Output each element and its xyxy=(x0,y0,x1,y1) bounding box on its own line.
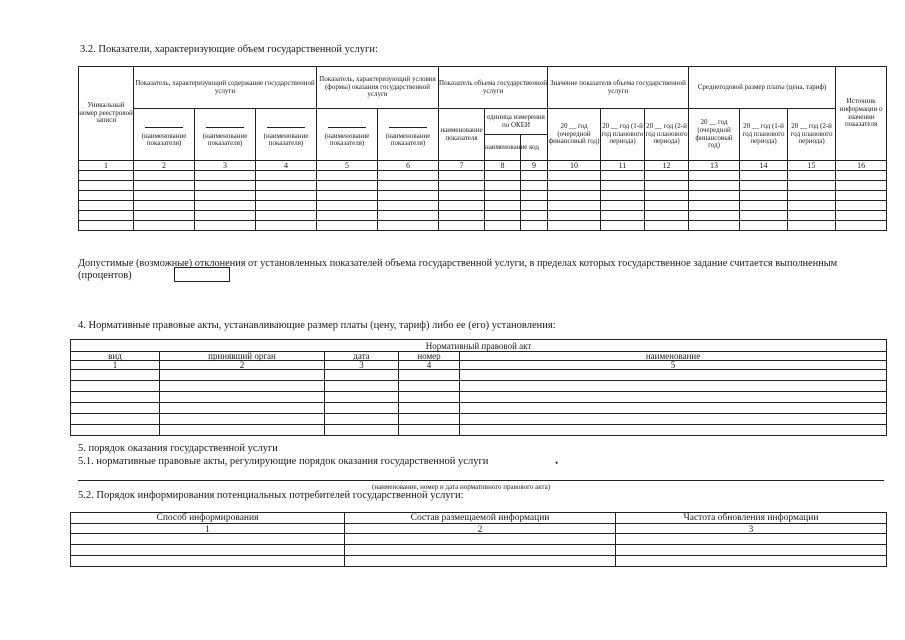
col-num: 5 xyxy=(460,361,887,370)
col-num: 7 xyxy=(439,161,485,171)
col-num: 8 xyxy=(485,161,521,171)
col-num: 1 xyxy=(71,361,160,370)
stray-mark: • xyxy=(555,458,559,468)
col-num: 1 xyxy=(71,524,345,534)
col-num: 4 xyxy=(399,361,460,370)
table-row xyxy=(71,545,887,556)
table-row xyxy=(79,191,887,201)
legal-act-header: Нормативный правовой акт xyxy=(71,340,887,352)
header-unit-code: код xyxy=(521,135,548,161)
table-row xyxy=(79,171,887,181)
header-volume-name: наименование показателя xyxy=(439,109,485,161)
table-row xyxy=(79,211,887,221)
table-row xyxy=(71,534,887,545)
col-num: 13 xyxy=(689,161,740,171)
col-num: 9 xyxy=(521,161,548,171)
table-row xyxy=(71,556,887,567)
col-number: номер xyxy=(399,352,460,361)
header-indicator-name-5: (наименование показателя) xyxy=(378,109,439,161)
col-num: 1 xyxy=(79,161,134,171)
table-row xyxy=(71,414,887,425)
col-num: 10 xyxy=(548,161,601,171)
header-indicator-name-4: (наименование показателя) xyxy=(317,109,378,161)
col-composition: Состав размещаемой информации xyxy=(345,513,616,524)
table-row xyxy=(71,381,887,392)
col-num: 4 xyxy=(256,161,317,171)
header-unit-name: наименование xyxy=(485,135,521,161)
col-vid: вид xyxy=(71,352,160,361)
deviation-text: Допустимые (возможные) отклонения от установленных показателей объема государственной услуги, в пределах которых государственное задание считается выполненным xyxy=(78,258,838,269)
header-fee-year-2: 20 __ год (1-й год планового периода) xyxy=(740,109,788,161)
informing-table xyxy=(70,512,887,567)
header-indicator-name-3: (наименование показателя) xyxy=(256,109,317,161)
header-average-fee: Среднегодовой размер платы (цена, тариф) xyxy=(689,67,836,109)
header-volume-indicator: Показатель объема государственной услуги xyxy=(439,67,548,109)
table-row xyxy=(79,181,887,191)
table-row xyxy=(79,221,887,231)
col-num: 3 xyxy=(325,361,399,370)
col-name: наименование xyxy=(460,352,887,361)
table-row xyxy=(71,392,887,403)
header-info-source: Источник информации о значении показателя xyxy=(836,67,887,161)
col-num: 3 xyxy=(616,524,887,534)
col-date: дата xyxy=(325,352,399,361)
deviation-percent-input[interactable] xyxy=(174,267,230,282)
col-method: Способ информирования xyxy=(71,513,345,524)
header-volume-value: Значение показателя объема государственной услуги xyxy=(548,67,689,109)
legal-act-caption: (наименование, номер и дата нормативного правового акта) xyxy=(372,483,551,491)
col-num: 2 xyxy=(160,361,325,370)
volume-indicators-table xyxy=(78,66,887,231)
section-3-2-title: 3.2. Показатели, характеризующие объем государственной услуги: xyxy=(80,44,378,55)
legal-acts-table xyxy=(70,339,887,436)
col-num: 12 xyxy=(645,161,689,171)
header-content-indicator: Показатель, характеризующий содержание государственной услуги xyxy=(134,67,317,109)
col-num: 6 xyxy=(378,161,439,171)
col-num: 5 xyxy=(317,161,378,171)
section-5-title: 5. порядок оказания государственной услуги xyxy=(78,443,278,454)
header-unit-okei: единица измерения по ОКЕИ xyxy=(485,109,548,135)
header-fee-year-1: 20 __ год (очередной финансовый год) xyxy=(689,109,740,161)
table-row xyxy=(71,425,887,436)
section-5-1-title: 5.1. нормативные правовые акты, регулирующие порядок оказания государственной услуги xyxy=(78,456,489,467)
header-value-year-3: 20 __ год (2-й год планового периода) xyxy=(645,109,689,161)
header-indicator-name-1: (наименование показателя) xyxy=(134,109,195,161)
table-row xyxy=(71,370,887,381)
table-row xyxy=(79,201,887,211)
deviation-percent-label: (процентов) xyxy=(78,270,132,281)
section-4-title: 4. Нормативные правовые акты, устанавливающие размер платы (цену, тариф) либо ее (его) установления: xyxy=(78,320,556,331)
col-num: 16 xyxy=(836,161,887,171)
col-num: 3 xyxy=(195,161,256,171)
header-unique-number: Уникальный номер реестровой записи xyxy=(79,67,134,161)
col-num: 14 xyxy=(740,161,788,171)
table-row xyxy=(71,403,887,414)
header-value-year-2: 20 __ год (1-й год планового периода) xyxy=(601,109,645,161)
header-fee-year-3: 20 __ год (2-й год планового периода) xyxy=(788,109,836,161)
column-number-row xyxy=(79,161,887,171)
legal-act-line[interactable] xyxy=(78,480,884,481)
col-num: 15 xyxy=(788,161,836,171)
col-num: 2 xyxy=(345,524,616,534)
col-num: 2 xyxy=(134,161,195,171)
section-5-2-title: 5.2. Порядок информирования потенциальных потребителей государственной услуги: xyxy=(78,490,464,501)
header-indicator-name-2: (наименование показателя) xyxy=(195,109,256,161)
header-conditions-indicator: Показатель, характеризующий условия (формы) оказания государственной услуги xyxy=(317,67,439,109)
col-organ: принявший орган xyxy=(160,352,325,361)
header-value-year-1: 20 __ год (очередной финансовый год) xyxy=(548,109,601,161)
col-num: 11 xyxy=(601,161,645,171)
col-frequency: Частота обновления информации xyxy=(616,513,887,524)
